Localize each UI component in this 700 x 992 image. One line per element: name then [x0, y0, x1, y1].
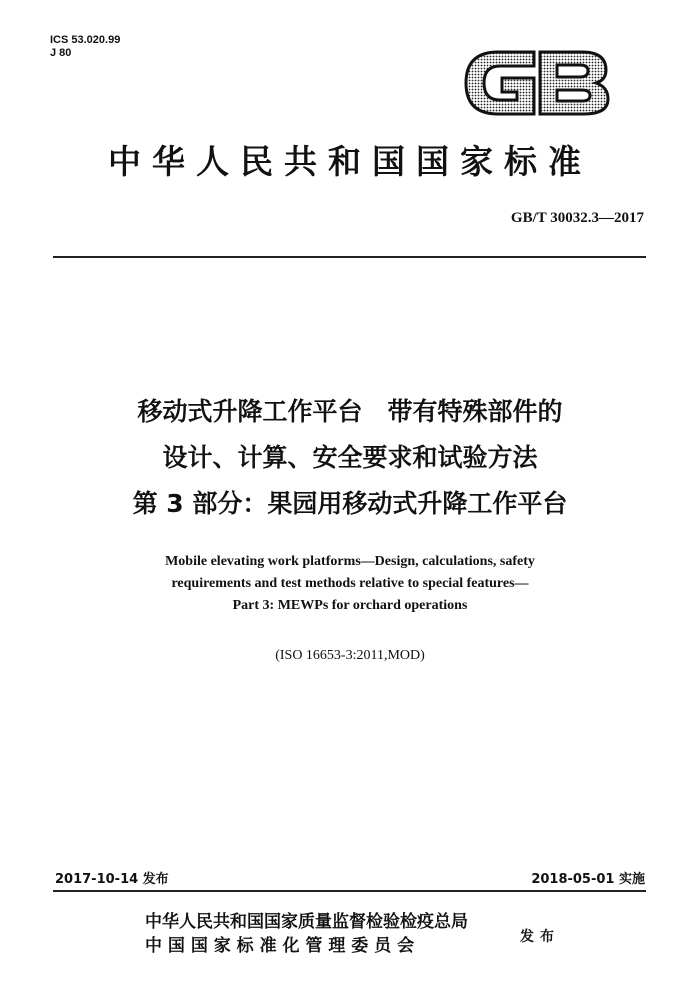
header-divider — [53, 256, 646, 258]
national-standard-title: 中华人民共和国国家标准 — [108, 142, 592, 181]
standard-number: GB/T 30032.3—2017 — [510, 210, 644, 226]
issue-date: 2017-10-14 发布 — [55, 872, 169, 887]
iso-adoption-note: (ISO 16653-3:2011,MOD) — [275, 648, 425, 663]
implementation-date: 2018-05-01 实施 — [531, 872, 645, 887]
issuer-aqsiq: 中华人民共和国国家质量监督检验检疫总局 — [145, 912, 468, 932]
chinese-title-line-2: 设计、计算、安全要求和试验方法 — [162, 443, 538, 472]
chinese-title-line-3: 第 3 部分：果园用移动式升降工作平台 — [132, 489, 568, 518]
ccs-code: J 80 — [50, 47, 72, 59]
english-title-line-3: Part 3: MEWPs for orchard operations — [232, 598, 468, 613]
english-title-line-2: requirements and test methods relative to special features— — [171, 576, 529, 591]
issuer-sac: 中 国 国 家 标 准 化 管 理 委 员 会 — [145, 936, 415, 956]
chinese-title-line-1: 移动式升降工作平台 带有特殊部件的 — [137, 397, 563, 426]
issued-label: 发布 — [520, 929, 560, 945]
ics-code: ICS 53.020.99 — [50, 34, 121, 46]
english-title-line-1: Mobile elevating work platforms—Design, calculations, safety — [165, 554, 535, 569]
footer-divider — [53, 890, 646, 892]
classification-codes — [50, 34, 120, 60]
gb-logo-icon — [462, 40, 612, 126]
